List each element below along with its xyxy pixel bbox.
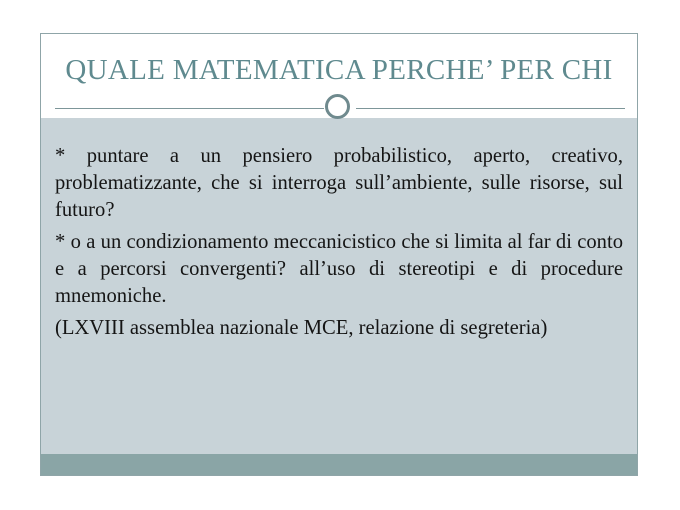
slide-title: QUALE MATEMATICA PERCHE’ PER CHI <box>65 54 613 86</box>
bullet-paragraph-1: * puntare a un pensiero probabilistico, aperto, creativo, problematizzante, che si interroga sull’ambiente, sulle risorse, sul futuro? <box>55 145 623 221</box>
header-divider-right <box>356 108 625 109</box>
circle-ornament-icon <box>325 94 350 119</box>
slide <box>40 33 638 476</box>
citation-paragraph: (LXVIII assemblea nazionale MCE, relazione di segreteria) <box>55 317 548 339</box>
bullet-paragraph-2: * o a un condizionamento meccanicistico che si limita al far di conto e a percorsi convergenti? all’uso di stereotipi e di procedure mnemoniche. <box>55 231 623 307</box>
footer-band <box>41 454 637 475</box>
header-divider-left <box>55 108 324 109</box>
slide-content <box>55 143 623 347</box>
slide-body <box>41 118 637 455</box>
